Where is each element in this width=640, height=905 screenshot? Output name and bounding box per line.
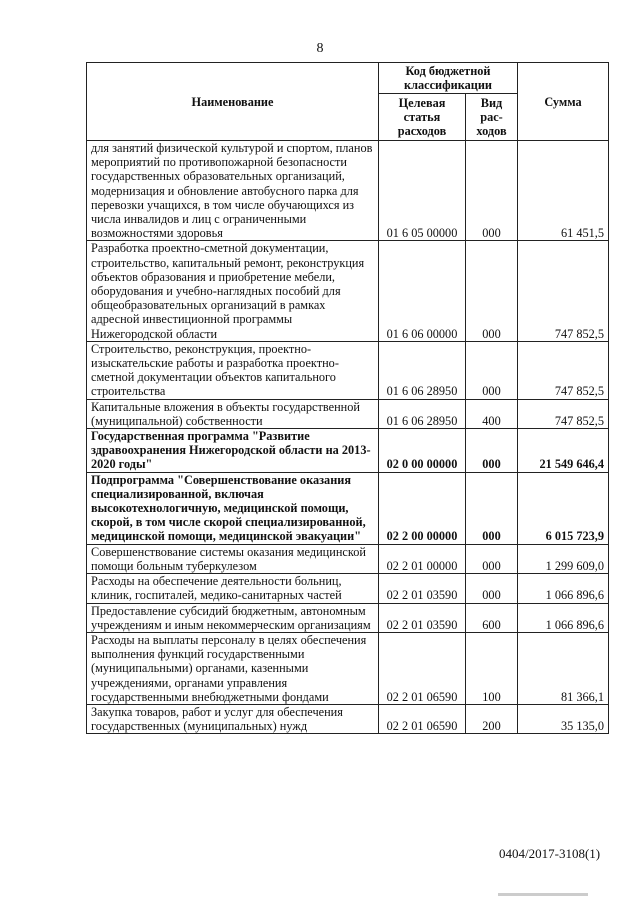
row-kind-code: 000: [466, 341, 518, 399]
row-kind-code: 000: [466, 544, 518, 573]
row-target-code: 02 2 00 00000: [379, 472, 466, 544]
row-kind-code: 600: [466, 603, 518, 632]
row-target-code: 01 6 06 00000: [379, 241, 466, 341]
header-name: Наименование: [87, 63, 379, 141]
page-number: 8: [316, 41, 324, 56]
row-sum: 747 852,5: [518, 241, 609, 341]
row-sum: 1 066 896,6: [518, 603, 609, 632]
row-name: Совершенствование системы оказания медицинской помощи больным туберкулезом: [87, 544, 379, 573]
row-target-code: 01 6 06 28950: [379, 341, 466, 399]
row-kind-code: 100: [466, 632, 518, 704]
row-name: Расходы на выплаты персоналу в целях обеспечения выполнения функций государственными (муниципальными) органами, казенными учреждениями, органами управления государственными внебюджетными фондами: [87, 632, 379, 704]
row-target-code: 01 6 05 00000: [379, 141, 466, 241]
row-name: для занятий физической культурой и спортом, планов мероприятий по противопожарной безопасности государственных образовательных организаций, модернизация и обновление автобусного парка для перевозки учащихся, в том числе обучающихся из числа инвалидов и лиц с ограниченными возможностями здоровья: [87, 141, 379, 241]
row-name: Разработка проектно-сметной документации, строительство, капитальный ремонт, реконструкция объектов образования и приобретение мебели, оборудования и учебно-наглядных пособий для общеобразовательных организаций в рамках адресной инвестиционной программы Нижегородской области: [87, 241, 379, 341]
document-code: 0404/2017-3108(1): [499, 846, 601, 861]
row-sum: 1 299 609,0: [518, 544, 609, 573]
header-sum: Сумма: [518, 63, 609, 141]
row-target-code: 02 2 01 03590: [379, 603, 466, 632]
row-sum: 21 549 646,4: [518, 429, 609, 473]
row-kind-code: 000: [466, 141, 518, 241]
table-row: [87, 632, 609, 704]
row-kind-code: 000: [466, 574, 518, 603]
row-name: Капитальные вложения в объекты государственной (муниципальной) собственности: [87, 399, 379, 428]
row-name: Государственная программа "Развитие здравоохранения Нижегородской области на 2013-2020 годы": [87, 429, 379, 473]
row-kind-code: 000: [466, 429, 518, 473]
table-row: [87, 341, 609, 399]
row-target-code: 01 6 06 28950: [379, 399, 466, 428]
table-row: [87, 472, 609, 544]
row-target-code: 02 0 00 00000: [379, 429, 466, 473]
row-target-code: 02 2 01 03590: [379, 574, 466, 603]
row-sum: 747 852,5: [518, 399, 609, 428]
scan-artifact: [498, 893, 588, 896]
row-kind-code: 000: [466, 241, 518, 341]
row-kind-code: 400: [466, 399, 518, 428]
row-target-code: 02 2 01 06590: [379, 632, 466, 704]
table-row: [87, 429, 609, 473]
table-row: [87, 603, 609, 632]
row-name: Расходы на обеспечение деятельности больниц, клиник, госпиталей, медико-санитарных частей: [87, 574, 379, 603]
row-target-code: 02 2 01 06590: [379, 704, 466, 733]
row-sum: 35 135,0: [518, 704, 609, 733]
row-name: Предоставление субсидий бюджетным, автономным учреждениям и иным некоммерческим организациям: [87, 603, 379, 632]
row-sum: 61 451,5: [518, 141, 609, 241]
row-sum: 1 066 896,6: [518, 574, 609, 603]
row-name: Строительство, реконструкция, проектно-изыскательские работы и разработка проектно-сметной документации объектов капитального строительства: [87, 341, 379, 399]
header-kind: Вид рас-ходов: [466, 94, 518, 141]
table-row: [87, 241, 609, 341]
table-row: [87, 574, 609, 603]
budget-table: [86, 62, 609, 734]
row-sum: 6 015 723,9: [518, 472, 609, 544]
table-row: [87, 399, 609, 428]
header-code-group: Код бюджетной классификации: [379, 63, 518, 94]
row-sum: 81 366,1: [518, 632, 609, 704]
row-kind-code: 000: [466, 472, 518, 544]
row-target-code: 02 2 01 00000: [379, 544, 466, 573]
row-sum: 747 852,5: [518, 341, 609, 399]
table-row: [87, 141, 609, 241]
table-row: [87, 704, 609, 733]
table-row: [87, 544, 609, 573]
row-kind-code: 200: [466, 704, 518, 733]
header-target: Целевая статья расходов: [379, 94, 466, 141]
row-name: Закупка товаров, работ и услуг для обеспечения государственных (муниципальных) нужд: [87, 704, 379, 733]
row-name: Подпрограмма "Совершенствование оказания специализированной, включая высокотехнологичную, медицинской помощи, скорой, в том числе скорой специализированной, медицинской помощи, медицинской эвакуации": [87, 472, 379, 544]
